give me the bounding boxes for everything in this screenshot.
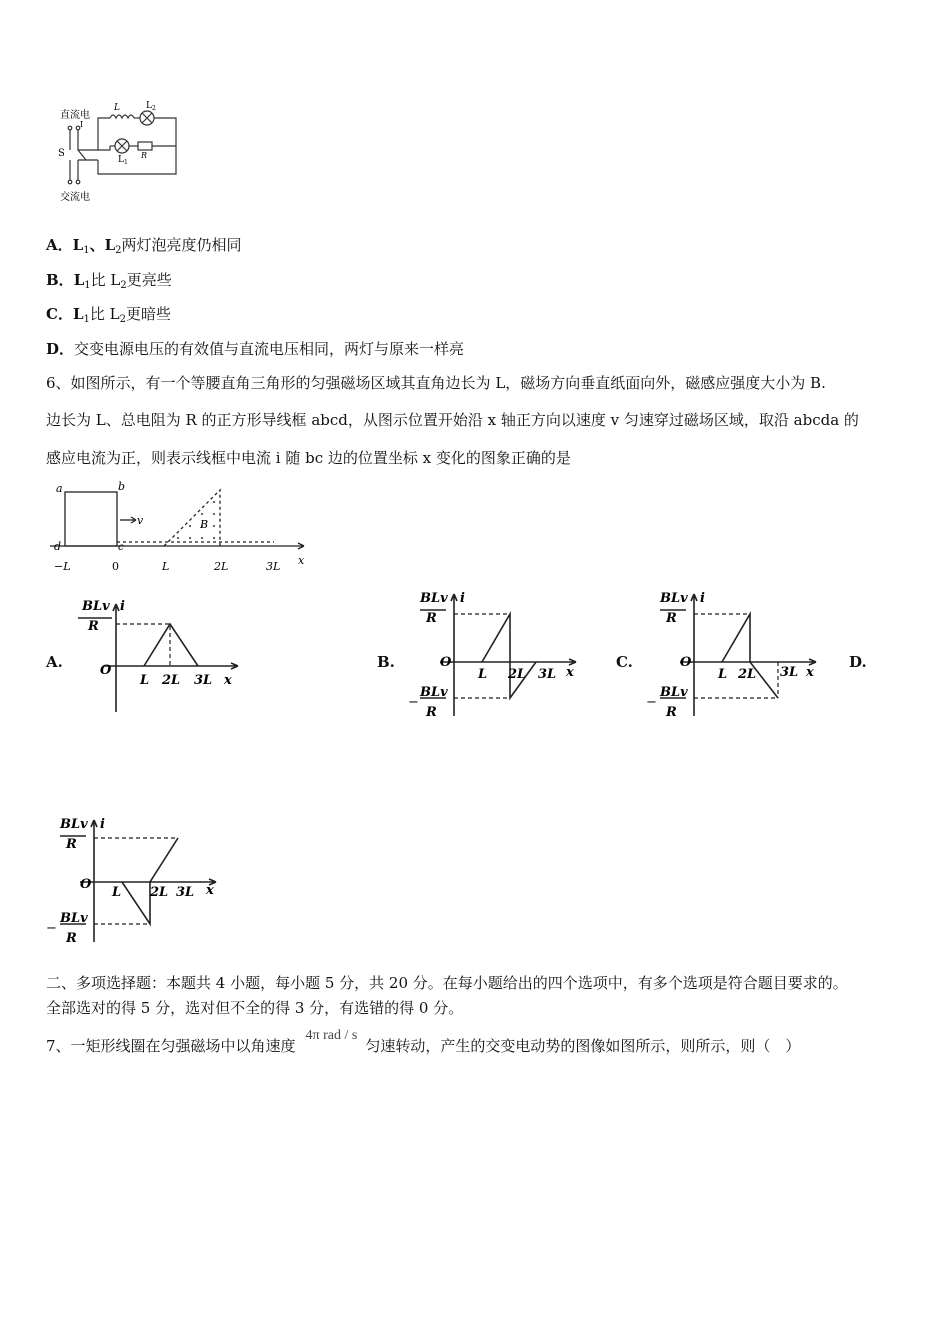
- svg-text:R: R: [88, 619, 99, 634]
- svg-text:R: R: [66, 931, 77, 946]
- svg-text:B: B: [200, 518, 209, 531]
- svg-text:I: I: [80, 120, 84, 129]
- field-triangle: [164, 490, 220, 546]
- svg-text:3L: 3L: [780, 665, 799, 680]
- svg-text:−L: −L: [54, 560, 71, 573]
- svg-text:x: x: [806, 665, 814, 680]
- graph-c-trace: [722, 614, 778, 698]
- svg-text:L: L: [146, 101, 152, 111]
- svg-text:O: O: [100, 663, 112, 678]
- svg-text:L: L: [478, 667, 488, 682]
- label-ac: 交流电: [60, 192, 90, 203]
- circuit-diagram: [50, 100, 190, 208]
- svg-text:L: L: [140, 673, 150, 688]
- q5-option-a[interactable]: A．$L_1$、$L_2$两灯泡亮度仍相同: [46, 236, 242, 256]
- svg-text:BLv: BLv: [420, 685, 448, 700]
- svg-text:3L: 3L: [194, 673, 213, 688]
- svg-text:x: x: [298, 554, 305, 567]
- q6-option-b-label[interactable]: B.: [377, 653, 395, 671]
- omega-value: 4π rad / s: [305, 1028, 358, 1043]
- svg-text:3L: 3L: [266, 560, 281, 573]
- inductor-coil: [110, 115, 134, 118]
- q5-option-c[interactable]: C．$L_1$比 $L_2$更暗些: [46, 305, 171, 325]
- q6-option-c-label[interactable]: C.: [616, 653, 633, 671]
- svg-text:c: c: [118, 542, 124, 553]
- graph-d-trace: [122, 838, 178, 924]
- svg-text:L: L: [112, 885, 122, 900]
- svg-text:BLv: BLv: [420, 591, 448, 606]
- graph-a-trace: [144, 624, 198, 666]
- svg-text:i: i: [700, 591, 705, 606]
- graph-b-trace: [482, 614, 536, 698]
- svg-text:d: d: [54, 540, 62, 553]
- svg-text:O: O: [80, 877, 92, 892]
- graph-d[interactable]: [44, 812, 224, 948]
- svg-text:1: 1: [124, 159, 128, 166]
- svg-text:R: R: [66, 837, 77, 852]
- svg-text:L: L: [162, 560, 170, 573]
- svg-text:b: b: [118, 480, 126, 493]
- svg-text:−: −: [46, 921, 57, 936]
- svg-text:2L: 2L: [150, 885, 169, 900]
- svg-text:2L: 2L: [738, 667, 757, 682]
- svg-text:3L: 3L: [538, 667, 557, 682]
- svg-text:a: a: [56, 482, 63, 495]
- q5-option-d[interactable]: D．交变电源电压的有效值与直流电压相同，两灯与原来一样亮: [46, 340, 465, 358]
- svg-text:BLv: BLv: [660, 685, 688, 700]
- q7-stem: 7、一矩形线圈在匀强磁场中以角速度4π rad / s匀速转动，产生的交变电动势的图像如图所示，则所示，则（ ）: [46, 1028, 801, 1055]
- graph-a[interactable]: [76, 594, 246, 718]
- svg-text:−: −: [408, 695, 419, 710]
- resistor-r: [138, 142, 152, 150]
- svg-text:BLv: BLv: [82, 599, 110, 614]
- graph-c[interactable]: [644, 586, 824, 722]
- svg-text:R: R: [666, 705, 677, 720]
- svg-text:R: R: [426, 705, 437, 720]
- svg-text:i: i: [100, 817, 105, 832]
- svg-text:R: R: [426, 611, 437, 626]
- svg-text:R: R: [141, 151, 148, 160]
- graph-b[interactable]: [404, 586, 584, 722]
- q5-option-b[interactable]: B．$L_1$比 $L_2$更亮些: [46, 271, 172, 291]
- svg-text:x: x: [224, 673, 232, 688]
- section2-intro-line-1: 二、多项选择题：本题共 4 小题，每小题 5 分，共 20 分。在每小题给出的四个选项中，有多个选项是符合题目要求的。: [46, 974, 848, 992]
- q6-stem-line-2: 边长为 L、总电阻为 R 的正方形导线框 abcd，从图示位置开始沿 x 轴正方向以速度 v 匀速穿过磁场区域，取沿 abcda 的: [46, 411, 859, 429]
- svg-text:2L: 2L: [162, 673, 181, 688]
- svg-text:i: i: [120, 599, 125, 614]
- q6-option-a-label[interactable]: A.: [46, 653, 63, 671]
- svg-text:x: x: [206, 883, 214, 898]
- svg-text:i: i: [460, 591, 465, 606]
- svg-text:L: L: [114, 103, 120, 113]
- svg-text:L: L: [718, 667, 728, 682]
- svg-text:L: L: [118, 155, 124, 165]
- svg-text:2L: 2L: [508, 667, 527, 682]
- switch-s: [78, 150, 86, 160]
- label-dc: 直流电: [60, 110, 90, 121]
- q6-setup-figure: [48, 480, 310, 576]
- svg-text:O: O: [440, 655, 452, 670]
- svg-text:BLv: BLv: [60, 817, 88, 832]
- square-loop: [65, 492, 117, 546]
- svg-text:BLv: BLv: [60, 911, 88, 926]
- q6-stem-line-1: 6、如图所示，有一个等腰直角三角形的匀强磁场区域其直角边长为 L，磁场方向垂直纸面向外，磁感应强度大小为 B.: [46, 374, 826, 392]
- svg-text:S: S: [58, 148, 65, 159]
- svg-text:BLv: BLv: [660, 591, 688, 606]
- svg-text:v: v: [137, 514, 144, 527]
- svg-text:3L: 3L: [176, 885, 195, 900]
- svg-text:O: O: [680, 655, 692, 670]
- q6-option-d-label[interactable]: D.: [849, 653, 867, 671]
- svg-text:0: 0: [112, 560, 119, 573]
- svg-text:R: R: [666, 611, 677, 626]
- section2-intro-line-2: 全部选对的得 5 分，选对但不全的得 3 分，有选错的得 0 分。: [46, 999, 464, 1017]
- svg-text:2: 2: [152, 105, 156, 112]
- q6-stem-line-3: 感应电流为正，则表示线框中电流 i 随 bc 边的位置坐标 x 变化的图象正确的是: [46, 449, 571, 467]
- svg-text:x: x: [566, 665, 574, 680]
- svg-text:−: −: [646, 695, 657, 710]
- svg-text:2L: 2L: [214, 560, 229, 573]
